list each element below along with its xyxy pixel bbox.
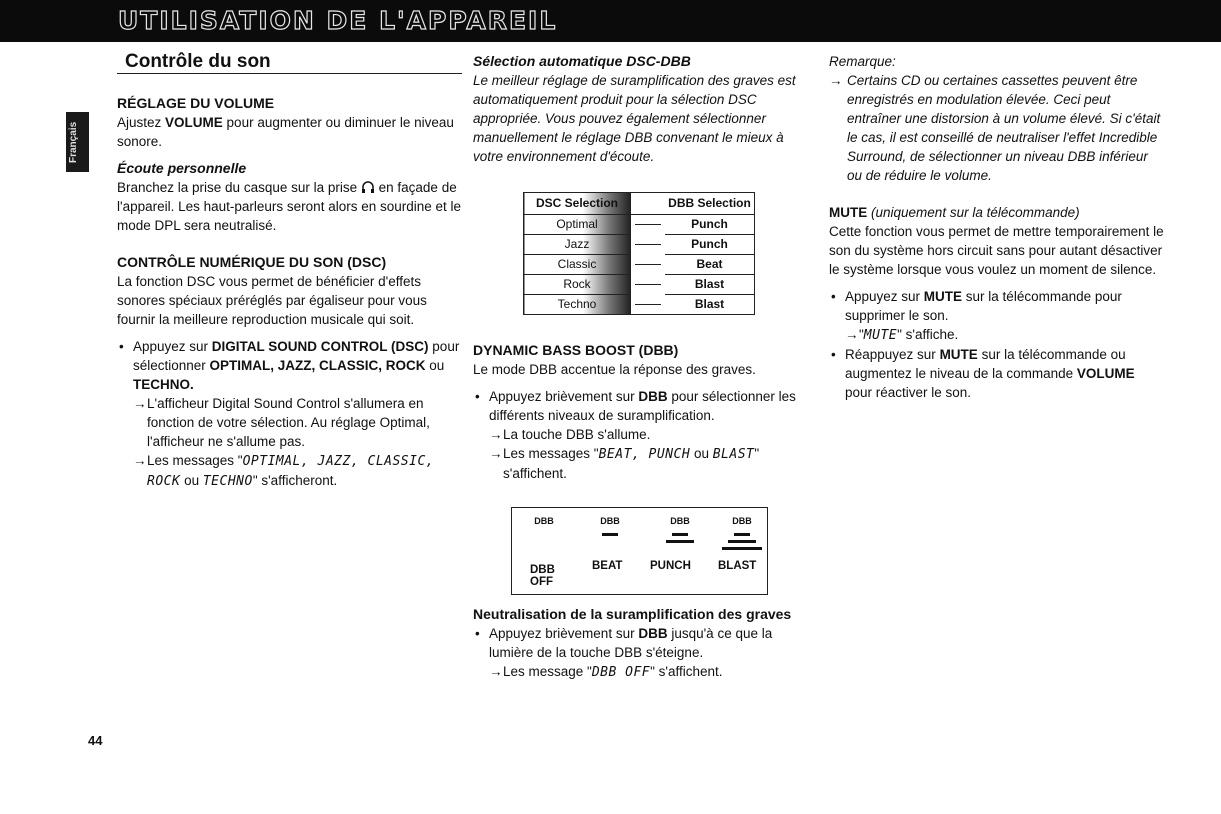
dbb-text: Le mode DBB accentue la réponse des graves.	[473, 362, 756, 377]
table-row: Techno Blast	[524, 295, 755, 315]
dbb-display-illustration	[511, 507, 768, 595]
dbb-indicator-punch: DBB	[660, 512, 700, 543]
dsc-dbb-table	[523, 192, 755, 315]
remark-text: → Certains CD ou certaines cassettes peuvent être enregistrés en modulation élevée. Ceci peut entraîner une distorsion à un volume élevé. Si c'était le cas, il est conseillé de neutraliser l'effet Incredible Surround, de sélectionner un niveau DBB inférieur ou de réduire le volume.	[829, 71, 1164, 185]
table-header-dsc: DSC Selection	[524, 193, 631, 215]
dbb-arrow-2: → Les messages "BEAT, PUNCH ou BLAST" s'affichent.	[489, 444, 808, 483]
dbb-indicator-blast: DBB	[722, 512, 762, 550]
neutral-bullet: • Appuyez brièvement sur DBB jusqu'à ce que la lumière de la touche DBB s'éteigne. → Les message "DBB OFF" s'affichent.	[473, 624, 808, 682]
language-side-tab	[66, 112, 89, 172]
dbb-heading: DYNAMIC BASS BOOST (DBB)	[473, 342, 679, 358]
dsc-text: La fonction DSC vous permet de bénéficier d'effets sonores spéciaux préréglés par égaliseur pour vous fournir la meilleure reproduction musicale qui soit.	[117, 274, 427, 327]
dsc-heading: CONTRÔLE NUMÉRIQUE DU SON (DSC)	[117, 254, 387, 270]
dsc-bullet: • Appuyez sur DIGITAL SOUND CONTROL (DSC) pour sélectionner OPTIMAL, JAZZ, CLASSIC, ROCK ou TECHNO. → L'afficheur Digital Sound Control s'allumera en fonction de votre sélection. Au réglage Optimal, l'afficheur ne s'allume pas. → Les messages "OPTIMAL, JAZZ, CLASSIC, ROCK ou TECHNO" s'afficheront.	[117, 337, 462, 491]
mute-heading: MUTE (uniquement sur la télécommande)	[829, 205, 1080, 220]
neutral-arrow: → Les message "DBB OFF" s'affichent.	[489, 662, 808, 682]
auto-text: Le meilleur réglage de suramplification des graves est automatiquement produit pour la sélection DSC appropriée. Vous pouvez également sélectionner manuellement le réglage DBB convenant le mieux à votre environnement d'écoute.	[473, 73, 796, 164]
auto-heading: Sélection automatique DSC-DBB	[473, 53, 691, 69]
column-left	[117, 52, 462, 491]
table-row: Classic Beat	[524, 255, 755, 275]
section-title: Contrôle du son	[117, 52, 462, 74]
column-right	[829, 52, 1164, 402]
dsc-arrow-1: → L'afficheur Digital Sound Control s'allumera en fonction de votre sélection. Au réglage Optimal, l'afficheur ne s'allume pas.	[133, 394, 462, 451]
volume-heading: RÉGLAGE DU VOLUME	[117, 95, 275, 111]
headphones-icon	[361, 181, 375, 194]
dbb-indicator-off: DBB	[534, 516, 554, 526]
volume-text: Ajustez VOLUME pour augmenter ou diminuer le niveau sonore.	[117, 115, 454, 149]
dbb-arrow-1: → La touche DBB s'allume.	[489, 425, 808, 444]
table-row: Rock Blast	[524, 275, 755, 295]
remark-heading: Remarque:	[829, 54, 896, 69]
table-row: Optimal Punch	[524, 215, 755, 235]
dbb-bullet: • Appuyez brièvement sur DBB pour sélectionner les différents niveaux de suramplification. → La touche DBB s'allume. → Les messages "BEAT, PUNCH ou BLAST" s'affichent.	[473, 387, 808, 483]
headphones-text: Branchez la prise du casque sur la prise en façade de l'appareil. Les haut-parleurs seront alors en sourdine et le mode DPL sera neutralisé.	[117, 180, 462, 233]
label-dbb-off: DBB OFF	[530, 564, 555, 588]
side-tab-label: Français	[68, 121, 79, 163]
column-middle	[473, 52, 808, 682]
table-row: Jazz Punch	[524, 235, 755, 255]
neutral-heading: Neutralisation de la suramplification des graves	[473, 606, 792, 622]
table-header-dbb: DBB Selection	[665, 193, 755, 215]
mute-arrow: → "MUTE" s'affiche.	[845, 325, 1164, 345]
label-beat: BEAT	[592, 560, 623, 572]
mute-text: Cette fonction vous permet de mettre temporairement le son du système hors circuit sans pour autant désactiver le système lorsque vous voulez un moment de silence.	[829, 224, 1164, 277]
headphones-heading: Écoute personnelle	[117, 160, 247, 176]
page-header-title: UTILISATION DE L'APPAREIL	[118, 6, 558, 35]
label-blast: BLAST	[718, 560, 757, 572]
dsc-arrow-2: → Les messages "OPTIMAL, JAZZ, CLASSIC, ROCK ou TECHNO" s'afficheront.	[133, 451, 462, 491]
page-number: 44	[88, 733, 103, 748]
label-punch: PUNCH	[650, 560, 691, 572]
mute-bullet-1: • Appuyez sur MUTE sur la télécommande pour supprimer le son. → "MUTE" s'affiche.	[829, 287, 1164, 345]
dbb-indicator-beat: DBB	[590, 512, 630, 536]
mute-bullet-2: • Réappuyez sur MUTE sur la télécommande ou augmentez le niveau de la commande VOLUME pour réactiver le son.	[829, 345, 1164, 402]
